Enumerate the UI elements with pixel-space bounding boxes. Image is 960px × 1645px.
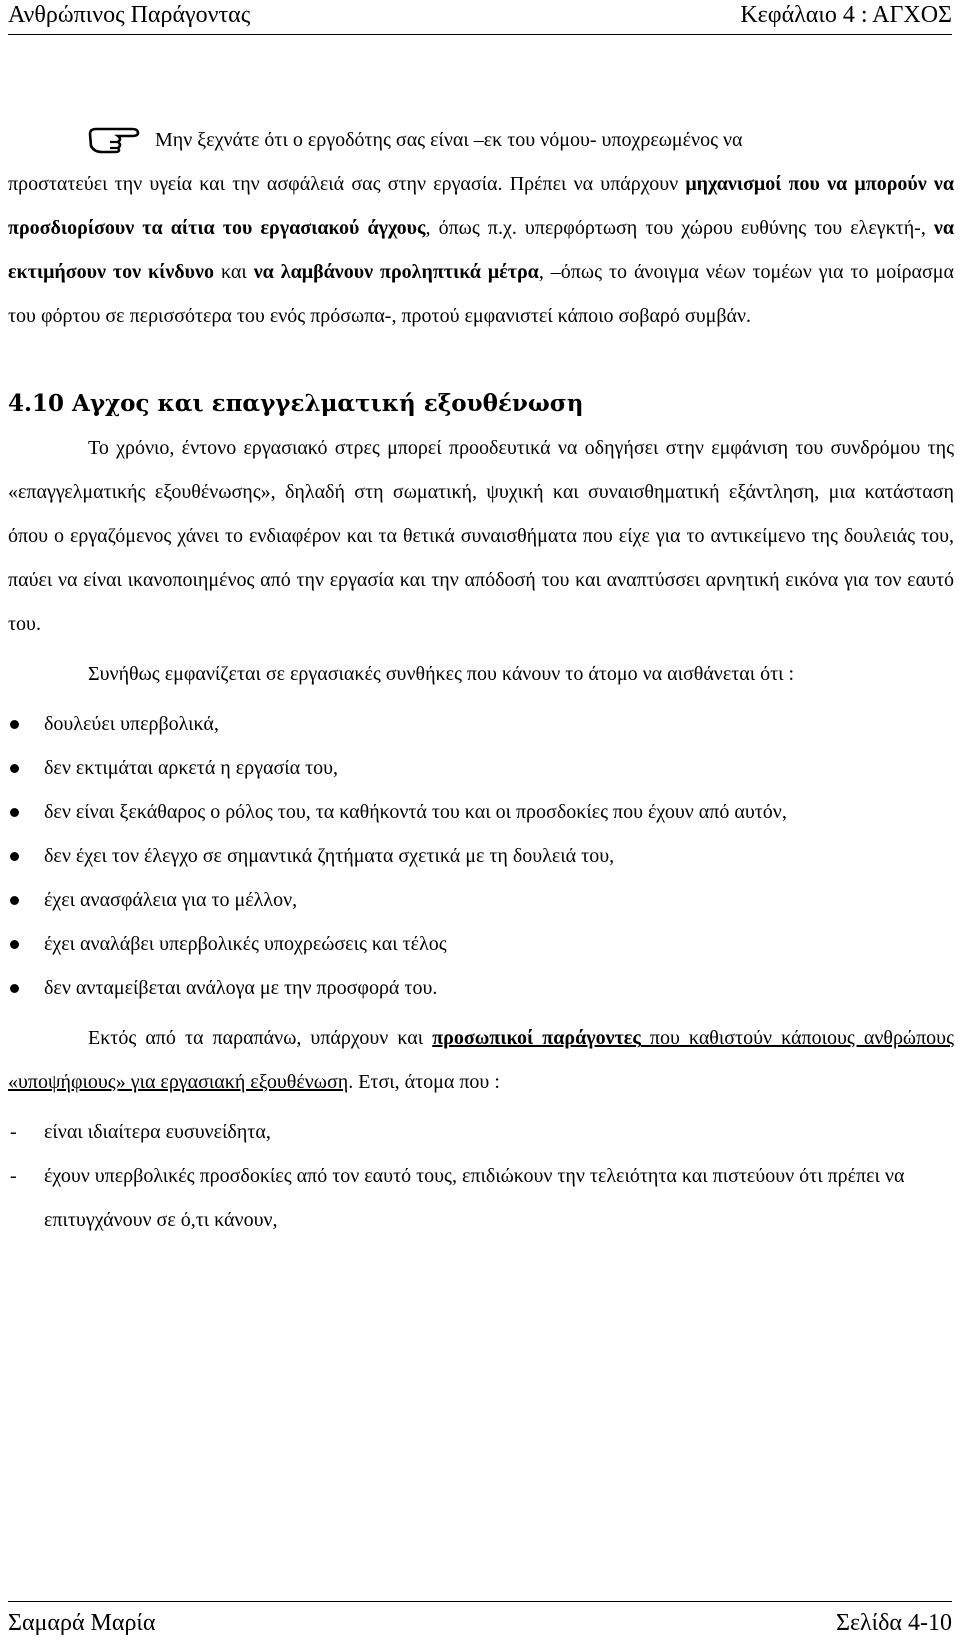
bullet-dot-icon — [10, 764, 19, 773]
list-item-text: είναι ιδιαίτερα ευσυνείδητα, — [44, 1121, 271, 1143]
intro-bold-1: μηχανισμοί που να μπορούν να προσδιορίσουν τα αίτια του εργασιακού άγχους — [8, 173, 955, 239]
list-item-text: δεν έχει τον έλεγχο σε σημαντικά ζητήματα σχετικά με τη δουλειά του, — [44, 845, 615, 867]
para3-underlined: που καθιστούν κάποιους ανθρώπους «υποψήφιους» για εργασιακή εξουθένωση — [8, 1027, 955, 1093]
bullet-dot-icon — [10, 852, 19, 861]
section-paragraph-2: Συνήθως εμφανίζεται σε εργασιακές συνθήκες που κάνουν το άτομο να αισθάνεται ότι : — [88, 663, 795, 685]
section-paragraph-3 — [8, 1016, 954, 1104]
list-item-text: δεν ανταμείβεται ανάλογα με την προσφορά του. — [44, 977, 438, 999]
para3-text-end: . Ετσι, άτομα που : — [348, 1071, 500, 1093]
page-footer — [8, 1601, 952, 1645]
intro-text-2: , όπως π.χ. υπερφόρτωση του χώρου ευθύνης του ελεγκτή-, — [425, 217, 934, 239]
bullet-dot-icon — [10, 720, 19, 729]
list-item-text: έχει ανασφάλεια για το μέλλον, — [44, 889, 298, 911]
list-item — [8, 878, 954, 922]
section-paragraph-1: Το χρόνιο, έντονο εργασιακό στρες μπορεί προοδευτικά να οδηγήσει στην εμφάνιση του συνδρόμου της «επαγγελματικής εξουθένωσης», δηλαδή στη σωματική, ψυχική και συναισθηματική εξάντληση, μια κατάσταση όπου ο εργαζόμενος χάνει το ενδιαφέρον και τα θετικά συναισθήματα που είχε για το αντικείμενο της δουλειάς του, παύει να είναι ικανοποιημένος από την εργασία και την απόδοσή του και αναπτύσσει αρνητική εικόνα για τον εαυτό του. — [8, 437, 954, 635]
intro-first-line — [8, 118, 954, 162]
symptom-list — [8, 702, 954, 1010]
bullet-dot-icon — [10, 940, 19, 949]
para3-text-start: Εκτός από τα παραπάνω, υπάρχουν και — [88, 1027, 433, 1049]
intro-bold-3: να λαμβάνουν προληπτικά μέτρα — [253, 261, 539, 283]
list-item — [8, 746, 954, 790]
page-header — [8, 0, 952, 35]
intro-text-1: προστατεύει την υγεία και την ασφάλειά σας στην εργασία. Πρέπει να υπάρχουν — [8, 173, 686, 195]
intro-bold-2: να εκτιμήσουν τον κίνδυνο — [8, 217, 955, 283]
list-item — [8, 966, 954, 1010]
list-item — [8, 790, 954, 834]
list-item — [8, 1110, 954, 1154]
intro-paragraph — [8, 162, 954, 338]
list-item — [8, 922, 954, 966]
header-book-title: Ανθρώπινος Παράγοντας — [8, 2, 251, 28]
section-heading: 4.10 Αγχος και επαγγελματική εξουθένωση — [8, 390, 584, 417]
intro-text-3: και — [213, 261, 254, 283]
list-item-text: έχει αναλάβει υπερβολικές υποχρεώσεις και τέλος — [44, 933, 447, 955]
footer-page-number: Σελίδα 4-10 — [835, 1610, 952, 1636]
bullet-dot-icon — [10, 984, 19, 993]
list-item — [8, 702, 954, 746]
personal-factors-list — [8, 1110, 954, 1242]
bullet-dot-icon — [10, 896, 19, 905]
footer-author: Σαμαρά Μαρία — [8, 1610, 156, 1636]
list-item-text: δεν είναι ξεκάθαρος ο ρόλος του, τα καθήκοντά του και οι προσδοκίες που έχουν από αυτόν, — [44, 801, 787, 823]
bullet-dot-icon — [10, 808, 19, 817]
list-item-text: έχουν υπερβολικές προσδοκίες από τον εαυτό τους, επιδιώκουν την τελειότητα και πιστεύουν ότι πρέπει να επιτυγχάνουν σε ό,τι κάνουν, — [44, 1165, 905, 1231]
list-item — [8, 1154, 954, 1242]
pointing-hand-icon — [88, 126, 143, 154]
para3-bold-underlined: προσωπικοί παράγοντες — [432, 1027, 641, 1049]
list-item-text: δεν εκτιμάται αρκετά η εργασία του, — [44, 757, 339, 779]
page-content — [8, 118, 954, 1242]
list-item — [8, 834, 954, 878]
header-chapter-title: Κεφάλαιο 4 : ΑΓΧΟΣ — [740, 2, 952, 28]
dash-marker: - — [10, 1165, 17, 1187]
dash-marker: - — [10, 1121, 17, 1143]
list-item-text: δουλεύει υπερβολικά, — [44, 713, 219, 735]
intro-line-1: Μην ξεχνάτε ότι ο εργοδότης σας είναι –εκ του νόμου- υποχρεωμένος να — [155, 129, 743, 151]
intro-text-4: , –όπως το άνοιγμα νέων τομέων για το μοίρασμα του φόρτου σε περισσότερα του ενός πρόσωπα-, προτού εμφανιστεί κάποιο σοβαρό συμβάν. — [8, 261, 955, 327]
